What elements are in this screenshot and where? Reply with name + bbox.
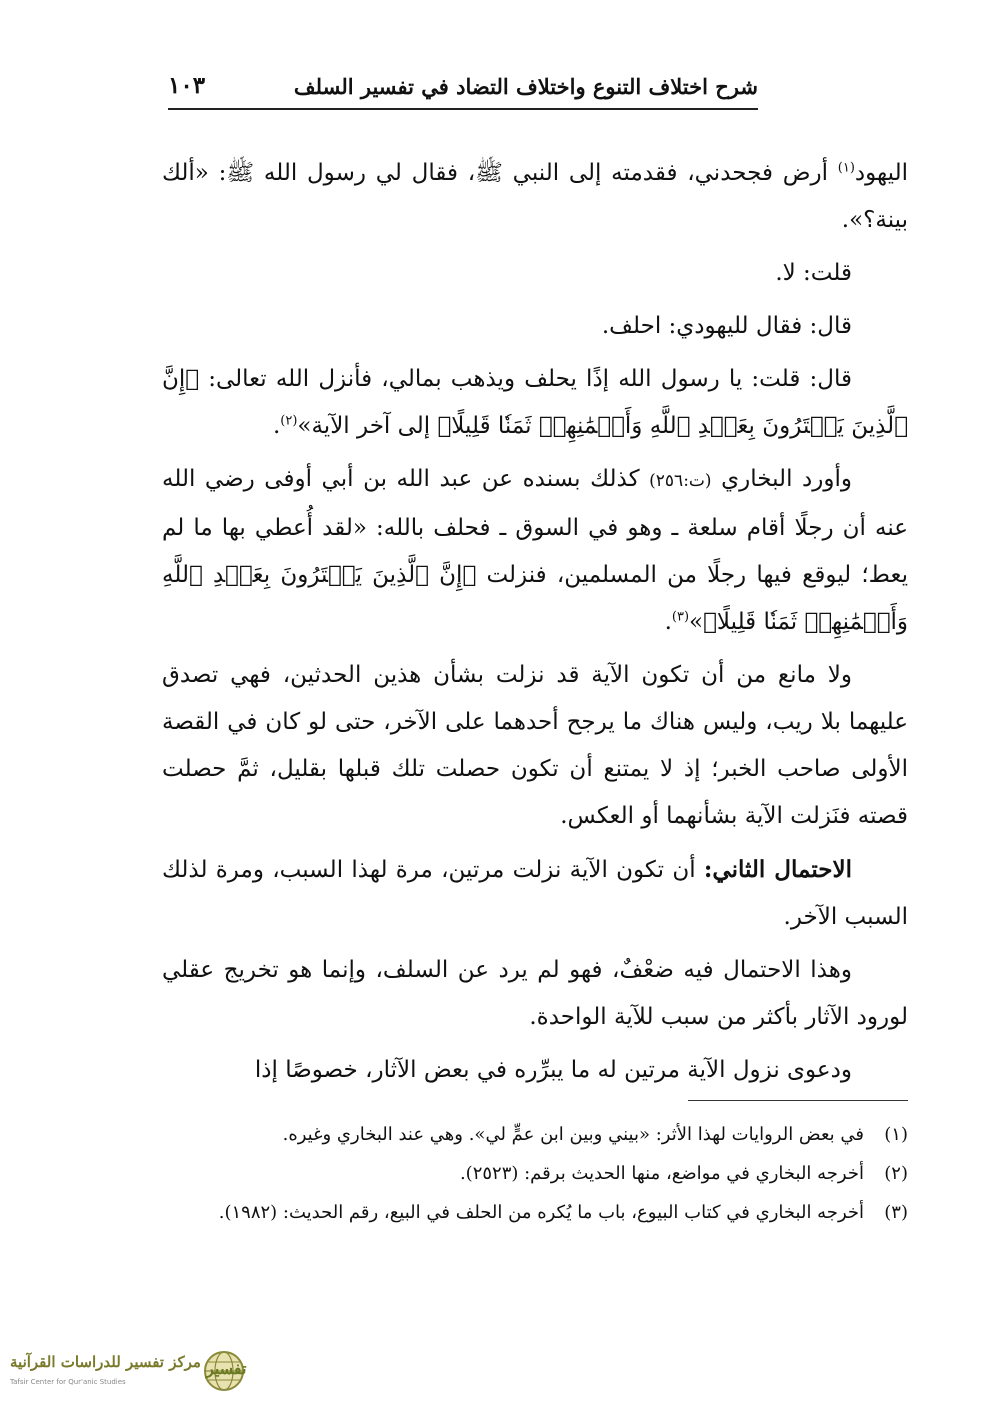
logo-mark-text: تفسير [206,1359,247,1378]
p5-text-b: كذلك بسنده عن عبد الله بن أبي أوفى رضي الله عنه أن رجلًا أقام سلعة ـ وهو في السوق ـ فحلف بالله: «لقد أُعطي بها ما لم يعط؛ ليوقع فيها رجلًا من المسلمين، فنزلت ﴿إِنَّ ٱلَّذِينَ يَشۡتَرُونَ بِعَهۡدِ ٱللَّهِ وَأَيۡمَٰنِهِمۡ ثَمَنٗا قَلِيلًا﴾» [162,466,908,635]
paragraph-3: قال: فقال لليهودي: احلف. [601,313,852,339]
p5-text-a: وأورد البخاري [711,466,852,492]
logo-english-text: Tafsir Center for Qur'anic Studies [10,1378,126,1386]
paragraph-7-lead: الاحتمال الثاني: [703,856,852,883]
paragraph-9: ودعوى نزول الآية مرتين له ما يبرِّره في بعض الآثار، خصوصًا إذا [254,1057,852,1083]
footnote-divider [688,1100,908,1101]
footnote-number: (١) [884,1124,908,1145]
footnote-3 [162,1196,908,1229]
footnote-text: أخرجه البخاري في مواضع، منها الحديث برقم: (٢٥٢٣). [459,1163,864,1184]
page-number: ١٠٣ [168,72,206,99]
footnote-number: (٢) [884,1163,908,1184]
p4-text-b: . [272,413,281,439]
header-title: شرح اختلاف التنوع واختلاف التضاد في تفسير السلف [293,74,758,99]
footnote-ref-2: (٢) [280,413,298,429]
footnote-2 [162,1157,908,1190]
logo-arabic-text: مركز تفسير للدراسات القرآنية [10,1353,201,1371]
footnote-text: أخرجه البخاري في كتاب البيوع، باب ما يُكره من الحلف في البيع، رقم الحديث: (١٩٨٢). [218,1202,864,1223]
footnote-number: (٣) [884,1202,908,1223]
paragraph-5 [162,456,908,646]
paragraph-2: قلت: لا. [775,260,852,286]
p1-text-b: أرض فجحدني، فقدمته إلى النبي ﷺ، فقال لي رسول الله ﷺ: «ألك بينة؟». [162,160,908,233]
p7-text: أن تكون الآية نزلت مرتين، مرة لهذا السبب، ومرة لذلك السبب الآخر. [162,857,908,930]
paragraph-4 [162,356,908,450]
running-header [168,70,758,110]
paragraph-1 [162,150,908,244]
publisher-logo [8,1345,266,1395]
p4-text-a: قال: قلت: يا رسول الله إذًا يحلف ويذهب بمالي، فأنزل الله تعالى: ﴿إِنَّ ٱلَّذِينَ يَشۡتَرُونَ بِعَهۡدِ ٱللَّهِ وَأَيۡمَٰنِهِمۡ ثَمَنٗا قَلِيلًا﴾ إلى آخر الآية» [162,366,908,439]
footnote-ref-1: (١) [837,160,855,176]
footnote-text: في بعض الروايات لهذا الأثر: «بيني وبين ابن عمٍّ لي». وهي عند البخاري وغيره. [282,1124,864,1145]
footnote-1 [162,1118,908,1151]
p5-text-c: . [664,609,672,635]
footnote-ref-3: (٣) [671,609,690,625]
footnotes [162,1118,908,1235]
paragraph-8: وهذا الاحتمال فيه ضعْفٌ، فهو لم يرد عن السلف، وإنما هو تخريج عقلي لورود الآثار بأكثر من سبب للآية الواحدة. [162,957,908,1030]
paragraph-7 [162,846,908,941]
body-text [162,150,908,1100]
p1-text-a: اليهود [854,160,908,186]
paragraph-6: ولا مانع من أن تكون الآية قد نزلت بشأن هذين الحدثين، فهي تصدق عليهما بلا ريب، وليس هناك ما يرجح أحدهما على الآخر، حتى لو كان في القصة الأولى صاحب الخبر؛ إذ لا يمتنع أن تكون حصلت تلك قبلها بقليل، ثمَّ حصلت قصته فنَزلت الآية بشأنهما أو العكس. [162,662,908,829]
death-date: (ت:٢٥٦) [649,471,712,491]
